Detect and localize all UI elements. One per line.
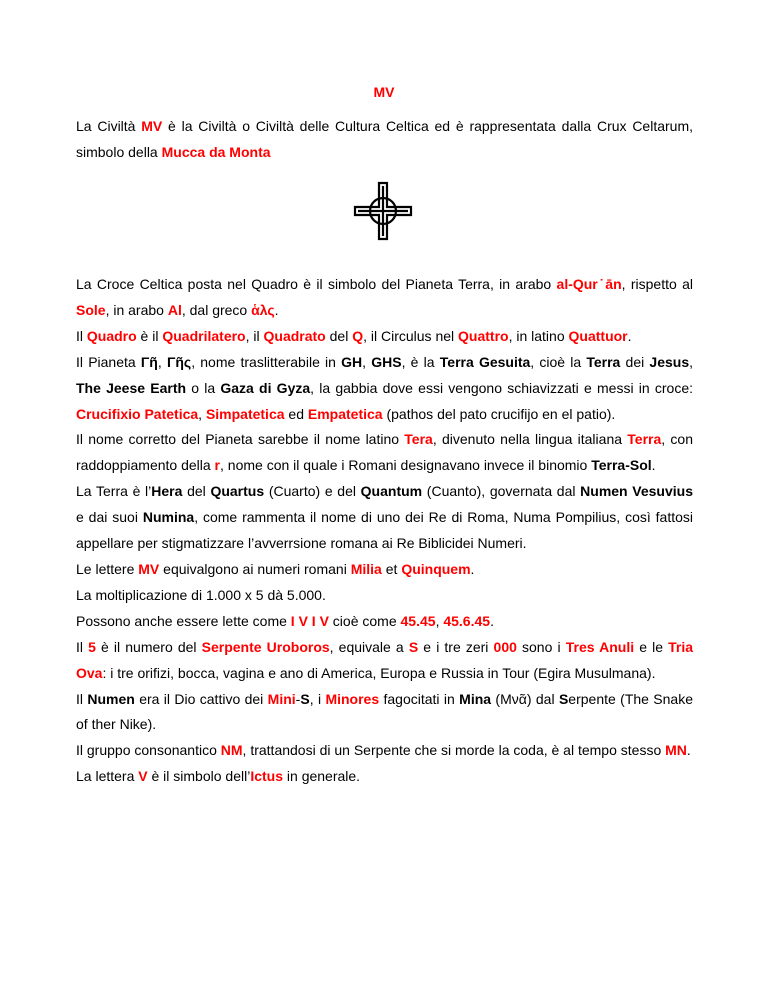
text-run: , cioè la [530,353,587,370]
text-run: et [381,560,402,577]
text-run: , dal greco [181,301,252,318]
highlighted-term: Tera [404,431,433,448]
highlighted-term: Sole [76,301,106,318]
highlighted-term: Quattro [458,327,509,344]
text-run: (Cuanto), governata dal [422,483,581,500]
highlighted-term: Serpente Uroboros [201,638,330,655]
text-run: sono i [516,638,566,655]
text-run: , [157,353,167,370]
text-run: (Cuarto) e del [264,483,361,500]
text-run: del [325,327,353,344]
highlighted-term: Ictus [250,768,284,785]
text-run: è il simbolo dell’ [147,768,251,785]
text-run: . [470,560,475,577]
text-run: La Civiltà [76,118,142,134]
highlighted-term: Gaza di Gyza [220,379,311,396]
highlighted-term: Terra [627,431,662,448]
text-run: in generale. [283,768,361,785]
highlighted-term: Jesus [649,353,690,370]
highlighted-term: 000 [493,638,517,655]
text-run: Le lettere [76,560,139,577]
text-run: - [295,690,301,707]
text-run: erpente (The Snake of ther Nike). [76,690,694,733]
text-run: . [627,327,632,344]
highlighted-term: 45.6.45 [443,612,491,629]
highlighted-term: al-Qur˙ān [556,276,622,292]
highlighted-term: Al [167,301,182,318]
text-run: , [362,353,372,370]
text-run: o la [186,379,221,396]
highlighted-term: GHS [371,353,402,370]
highlighted-term: Mini [267,690,296,707]
highlighted-term: MV [141,118,163,134]
highlighted-term: Mucca da Monta [161,143,271,160]
text-run: ed [284,405,308,422]
text-run: Possono anche essere lette come [76,612,291,629]
text-run: . [490,612,494,629]
highlighted-term: MV [138,560,160,577]
paragraph [76,609,693,635]
highlighted-term: Empatetica [307,405,383,422]
paragraph [76,479,693,557]
text-run: , la gabbia dove essi vengono schiavizzati e messi in croce: [310,379,694,396]
highlighted-term: NM [220,742,243,759]
text-run: , trattandosi di un Serpente che si morde la coda, è al tempo stesso [242,742,666,759]
highlighted-term: Simpatetica [205,405,285,422]
text-run: e le [634,638,669,655]
text-run: è il [136,327,163,344]
text-run: equivalgono ai numeri romani [159,560,351,577]
text-run: , il [245,327,264,344]
text-run: fagocitati in [379,690,460,707]
text-run: . [274,301,279,318]
paragraph [76,738,693,764]
highlighted-term: I V I V [290,612,329,629]
highlighted-term: Tria Ova [76,638,694,681]
text-run: : i tre orifizi, bocca, vagina e ano di America, Europa e Russia in Tour (Egira Musulmana). [102,664,656,681]
text-run: La lettera [76,768,139,785]
highlighted-term: Terra-Sol [591,457,652,474]
intro-paragraph [76,114,693,166]
highlighted-term: Γῆ [140,353,158,370]
highlighted-term: Terra [586,353,621,370]
text-run: Il gruppo consonantico [76,742,221,759]
text-run: Il Pianeta [76,353,141,370]
text-run: , in arabo [105,301,168,318]
highlighted-term: MN [665,742,687,759]
text-run: Il [76,327,87,344]
text-run: . [651,457,656,474]
highlighted-term: Quinquem [401,560,471,577]
highlighted-term: Terra Gesuita [439,353,531,370]
text-run: Il [76,690,88,707]
highlighted-term: Mina [459,690,492,707]
text-run: cioè come [328,612,401,629]
text-run: (pathos del pato crucifijo en el patio). [382,405,616,422]
highlighted-term: Milia [350,560,382,577]
paragraph [76,272,693,324]
highlighted-term: 45.45 [400,612,436,629]
highlighted-term: Quadro [86,327,137,344]
intro-text [76,114,693,166]
text-run: , divenuto nella lingua italiana [432,431,628,448]
text-run: La Terra è l’ [76,483,152,500]
text-run: (Mνᾶ) dal [491,690,559,707]
paragraph [76,635,693,687]
highlighted-term: Quartus [210,483,265,500]
text-run: è il numero del [95,638,202,655]
text-run: , [689,353,694,370]
text-run: , [435,612,444,629]
highlighted-term: Quadrato [263,327,326,344]
highlighted-term: Minores [325,690,380,707]
text-run: La Croce Celtica posta nel Quadro è il simbolo del Pianeta Terra, in arabo [76,276,557,292]
text-run: , equivale a [329,638,409,655]
highlighted-term: Crucifixio Patetica [76,405,199,422]
highlighted-term: S [558,690,569,707]
text-run: , nome con il quale i Romani designavano invece il binomio [220,457,592,474]
highlighted-term: Tres Anuli [565,638,635,655]
paragraph [76,764,693,790]
highlighted-term: Γῆς [166,353,192,370]
text-run: , è la [401,353,440,370]
highlighted-term: V [138,768,148,785]
highlighted-term: S [300,690,310,707]
text-run: è la Civiltà o Civiltà delle Cultura Celtica ed è rappresentata dalla Crux Celtarum, simbolo della [76,118,694,160]
text-run: , [198,405,206,422]
text-run: La moltiplicazione di 1.000 x 5 dà 5.000. [76,586,326,603]
highlighted-term: Quattuor [568,327,628,344]
highlighted-term: Numen Vesuvius [580,483,693,500]
highlighted-term: Hera [151,483,183,500]
document-title: MV [373,84,395,100]
highlighted-term: GH [341,353,363,370]
body-text [76,272,693,790]
highlighted-term: Numen [87,690,135,707]
highlighted-term: r [214,457,220,474]
text-run: , il Circulus nel [363,327,459,344]
text-run: dei [620,353,650,370]
text-run: del [182,483,211,500]
paragraph [76,557,693,583]
text-run: , i [309,690,326,707]
text-run: , nome traslitterabile in [191,353,342,370]
paragraph [76,583,693,609]
text-run: era il Dio cattivo dei [134,690,268,707]
paragraph [76,350,693,428]
highlighted-term: Quantum [360,483,423,500]
text-run: e i tre zeri [418,638,494,655]
paragraph [76,324,693,350]
highlighted-term: Numina [142,509,195,526]
paragraph [76,427,693,479]
text-run: Il nome corretto del Pianeta sarebbe il nome latino [76,431,405,448]
paragraph [76,687,693,739]
text-run: , con raddoppiamento della [76,431,693,474]
highlighted-term: Quadrilatero [162,327,246,344]
highlighted-term: 5 [88,638,96,655]
text-run: , come rammenta il nome di uno dei Re di Roma, Numa Pompilius, così fattosi appellare per stigmatizzare l’avverrsione romana ai Re Biblicidei Numeri. [76,509,693,552]
text-run: , rispetto al [621,276,693,292]
highlighted-term: S [408,638,419,655]
text-run: e dai suoi [76,509,143,526]
celtic-cross-icon [352,180,414,242]
highlighted-term: ἁλς [251,301,275,318]
text-run: , in latino [508,327,569,344]
highlighted-term: The Jeese Earth [76,379,187,396]
highlighted-term: Q [352,327,364,344]
text-run: Il [76,638,89,655]
text-run: . [686,742,691,759]
